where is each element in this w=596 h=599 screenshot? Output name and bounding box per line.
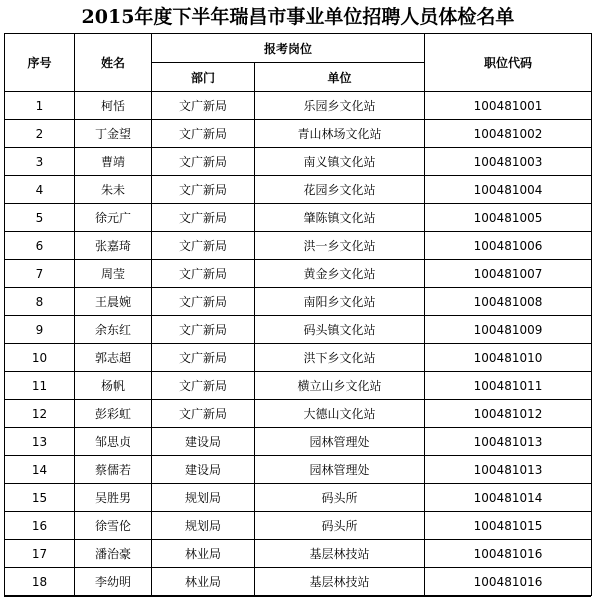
cell-department: 规划局 bbox=[152, 484, 255, 512]
cell-unit: 南阳乡文化站 bbox=[255, 288, 425, 316]
table-row bbox=[5, 344, 592, 372]
table-row bbox=[5, 512, 592, 540]
cell-name: 丁金望 bbox=[75, 120, 152, 148]
cell-name: 王晨婉 bbox=[75, 288, 152, 316]
table-row bbox=[5, 456, 592, 484]
table-row bbox=[5, 92, 592, 120]
cell-department: 规划局 bbox=[152, 512, 255, 540]
cell-name: 潘治豪 bbox=[75, 540, 152, 568]
cell-department: 文广新局 bbox=[152, 120, 255, 148]
cell-seq: 17 bbox=[5, 540, 75, 568]
cell-unit: 横立山乡文化站 bbox=[255, 372, 425, 400]
cell-name: 柯恬 bbox=[75, 92, 152, 120]
cell-name: 朱未 bbox=[75, 176, 152, 204]
cell-position-code: 100481013 bbox=[425, 456, 592, 484]
cell-unit: 码头所 bbox=[255, 484, 425, 512]
cell-position-code: 100481003 bbox=[425, 148, 592, 176]
table-row bbox=[5, 204, 592, 232]
cell-unit: 码头镇文化站 bbox=[255, 316, 425, 344]
table-row bbox=[5, 120, 592, 148]
table-row bbox=[5, 428, 592, 456]
cell-department: 文广新局 bbox=[152, 316, 255, 344]
cell-seq: 8 bbox=[5, 288, 75, 316]
cell-position-code: 100481002 bbox=[425, 120, 592, 148]
cell-name: 李幼明 bbox=[75, 568, 152, 596]
cell-seq: 16 bbox=[5, 512, 75, 540]
cell-name: 徐雪伦 bbox=[75, 512, 152, 540]
cell-position-code: 100481013 bbox=[425, 428, 592, 456]
cell-name: 周莹 bbox=[75, 260, 152, 288]
cell-name: 杨帆 bbox=[75, 372, 152, 400]
cell-seq: 15 bbox=[5, 484, 75, 512]
cell-name: 吴胜男 bbox=[75, 484, 152, 512]
candidate-table bbox=[4, 33, 592, 596]
cell-seq: 3 bbox=[5, 148, 75, 176]
table-row bbox=[5, 316, 592, 344]
cell-name: 邹思贞 bbox=[75, 428, 152, 456]
cell-unit: 码头所 bbox=[255, 512, 425, 540]
cell-seq: 12 bbox=[5, 400, 75, 428]
cell-position-code: 100481004 bbox=[425, 176, 592, 204]
table-row bbox=[5, 288, 592, 316]
cell-position-code: 100481015 bbox=[425, 512, 592, 540]
cell-department: 文广新局 bbox=[152, 204, 255, 232]
cell-unit: 黄金乡文化站 bbox=[255, 260, 425, 288]
table-row bbox=[5, 176, 592, 204]
header-position-group: 报考岗位 bbox=[152, 34, 425, 63]
cell-seq: 6 bbox=[5, 232, 75, 260]
cell-department: 文广新局 bbox=[152, 232, 255, 260]
cell-department: 文广新局 bbox=[152, 344, 255, 372]
cell-position-code: 100481001 bbox=[425, 92, 592, 120]
cell-position-code: 100481009 bbox=[425, 316, 592, 344]
cell-position-code: 100481006 bbox=[425, 232, 592, 260]
cell-unit: 园林管理处 bbox=[255, 428, 425, 456]
table-body bbox=[5, 92, 592, 596]
cell-department: 文广新局 bbox=[152, 148, 255, 176]
cell-department: 文广新局 bbox=[152, 372, 255, 400]
cell-unit: 大德山文化站 bbox=[255, 400, 425, 428]
cell-position-code: 100481005 bbox=[425, 204, 592, 232]
cell-unit: 洪下乡文化站 bbox=[255, 344, 425, 372]
cell-position-code: 100481010 bbox=[425, 344, 592, 372]
header-name: 姓名 bbox=[75, 34, 152, 92]
cell-seq: 18 bbox=[5, 568, 75, 596]
cell-seq: 7 bbox=[5, 260, 75, 288]
cell-position-code: 100481008 bbox=[425, 288, 592, 316]
table-row bbox=[5, 540, 592, 568]
cell-department: 建设局 bbox=[152, 456, 255, 484]
cell-name: 郭志超 bbox=[75, 344, 152, 372]
cell-department: 建设局 bbox=[152, 428, 255, 456]
cell-position-code: 100481016 bbox=[425, 540, 592, 568]
cell-unit: 青山林场文化站 bbox=[255, 120, 425, 148]
cell-position-code: 100481014 bbox=[425, 484, 592, 512]
header-department: 部门 bbox=[152, 63, 255, 92]
document-title: 2015年度下半年瑞昌市事业单位招聘人员体检名单 bbox=[81, 6, 515, 28]
cell-position-code: 100481011 bbox=[425, 372, 592, 400]
cell-department: 文广新局 bbox=[152, 288, 255, 316]
cell-seq: 14 bbox=[5, 456, 75, 484]
header-position-code: 职位代码 bbox=[425, 34, 592, 92]
cell-department: 林业局 bbox=[152, 568, 255, 596]
cell-seq: 11 bbox=[5, 372, 75, 400]
cell-unit: 园林管理处 bbox=[255, 456, 425, 484]
table-row bbox=[5, 148, 592, 176]
cell-department: 文广新局 bbox=[152, 176, 255, 204]
cell-unit: 洪一乡文化站 bbox=[255, 232, 425, 260]
cell-department: 林业局 bbox=[152, 540, 255, 568]
table-row bbox=[5, 232, 592, 260]
cell-name: 曹靖 bbox=[75, 148, 152, 176]
cell-department: 文广新局 bbox=[152, 400, 255, 428]
header-seq: 序号 bbox=[5, 34, 75, 92]
cell-unit: 肇陈镇文化站 bbox=[255, 204, 425, 232]
table-header bbox=[5, 34, 592, 92]
cell-name: 彭彩虹 bbox=[75, 400, 152, 428]
table-row bbox=[5, 400, 592, 428]
cell-seq: 13 bbox=[5, 428, 75, 456]
cell-unit: 基层林技站 bbox=[255, 540, 425, 568]
cell-unit: 南义镇文化站 bbox=[255, 148, 425, 176]
cell-seq: 9 bbox=[5, 316, 75, 344]
cell-seq: 4 bbox=[5, 176, 75, 204]
cell-name: 蔡儒若 bbox=[75, 456, 152, 484]
cell-position-code: 100481012 bbox=[425, 400, 592, 428]
cell-seq: 10 bbox=[5, 344, 75, 372]
header-unit: 单位 bbox=[255, 63, 425, 92]
table-row bbox=[5, 260, 592, 288]
cell-position-code: 100481007 bbox=[425, 260, 592, 288]
table-row bbox=[5, 568, 592, 596]
header-row-top bbox=[5, 34, 592, 63]
cell-name: 徐元广 bbox=[75, 204, 152, 232]
cell-position-code: 100481016 bbox=[425, 568, 592, 596]
cell-unit: 基层林技站 bbox=[255, 568, 425, 596]
table-row bbox=[5, 372, 592, 400]
cell-seq: 5 bbox=[5, 204, 75, 232]
cell-seq: 2 bbox=[5, 120, 75, 148]
cell-unit: 乐园乡文化站 bbox=[255, 92, 425, 120]
cell-seq: 1 bbox=[5, 92, 75, 120]
cell-name: 余东红 bbox=[75, 316, 152, 344]
cell-department: 文广新局 bbox=[152, 260, 255, 288]
table-row bbox=[5, 484, 592, 512]
cell-unit: 花园乡文化站 bbox=[255, 176, 425, 204]
cell-department: 文广新局 bbox=[152, 92, 255, 120]
cell-name: 张嘉琦 bbox=[75, 232, 152, 260]
